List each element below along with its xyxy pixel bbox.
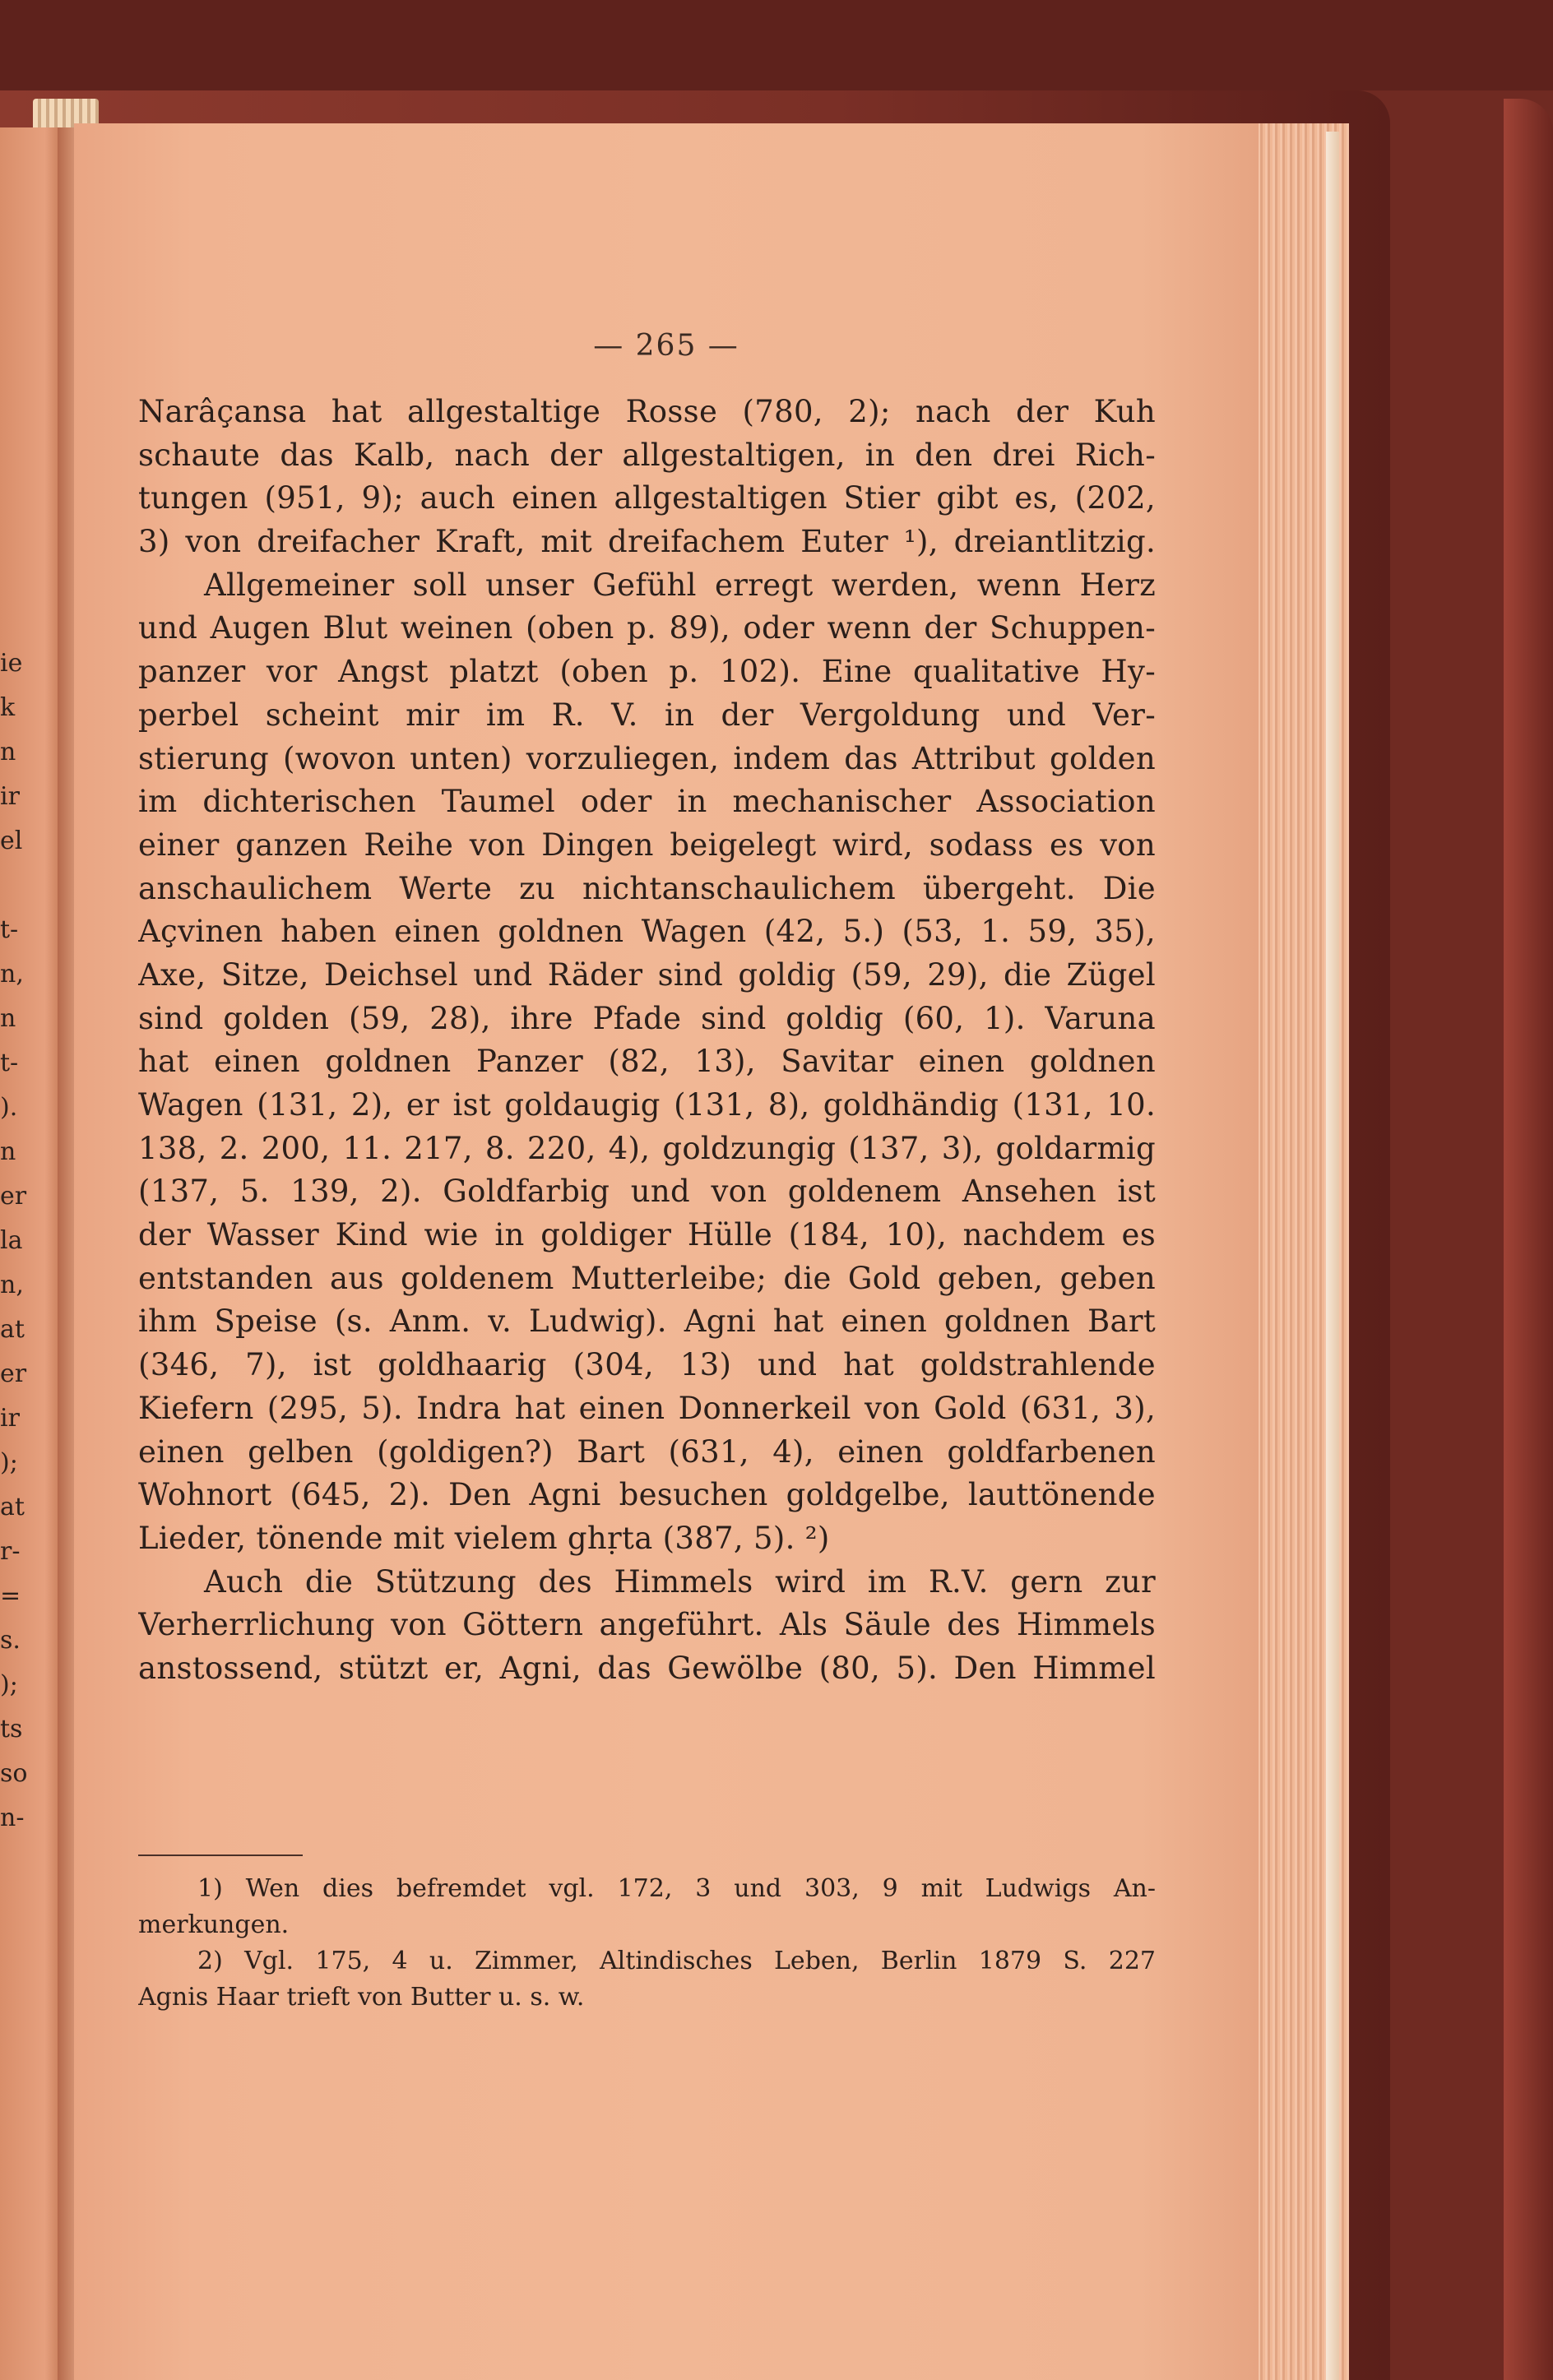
facing-page-fragment: at — [0, 1315, 25, 1344]
facing-page-fragment: er — [0, 1359, 27, 1388]
footnote-rule — [138, 1854, 303, 1856]
text-line: Narâçansa hat allgestaltige Rosse (780, 2); nach der Kuh — [138, 394, 1156, 429]
text-line: Lieder, tönende mit vielem ghṛta (387, 5). ²) — [138, 1520, 830, 1556]
text-line: ihm Speise (s. Anm. v. Ludwig). Agni hat einen goldnen Bart — [138, 1303, 1156, 1340]
text-line: der Wasser Kind wie in goldiger Hülle (184, 10), nachdem es — [138, 1217, 1156, 1253]
text-line: Wagen (131, 2), er ist goldaugig (131, 8), goldhändig (131, 10. — [138, 1087, 1156, 1123]
body-text — [138, 391, 1156, 1691]
facing-page-fragment: n, — [0, 1271, 24, 1299]
background-top — [0, 0, 1553, 90]
text-line: stierung (wovon unten) vorzuliegen, indem das Attribut golden — [138, 740, 1156, 776]
page-block-highlight — [1326, 132, 1339, 2380]
text-line: (137, 5. 139, 2). Goldfarbig und von goldenem Ansehen ist — [138, 1174, 1156, 1210]
text-line: entstanden aus goldenem Mutterleibe; die Gold geben, geben — [138, 1260, 1156, 1296]
page-number: — 265 — — [593, 329, 739, 363]
facing-page-fragment — [0, 864, 33, 908]
facing-page-fragment: t- — [0, 915, 19, 944]
text-line: Kiefern (295, 5). Indra hat einen Donnerkeil von Gold (631, 3), — [138, 1390, 1156, 1426]
text-line: anstossend, stützt er, Agni, das Gewölbe (80, 5). Den Himmel — [138, 1650, 1156, 1686]
facing-page-fragment: k — [0, 693, 16, 722]
text-line: Açvinen haben einen goldnen Wagen (42, 5.) (53, 1. 59, 35), — [138, 914, 1156, 950]
text-line: perbel scheint mir im R. V. in der Vergoldung und Ver- — [138, 697, 1156, 733]
book-page — [74, 123, 1259, 2380]
facing-page-fragment: n- — [0, 1804, 25, 1832]
facing-page-fragment: ir — [0, 782, 20, 811]
footnotes — [138, 1871, 1156, 2016]
text-line: einen gelben (goldigen?) Bart (631, 4), einen goldfarbenen — [138, 1433, 1156, 1470]
text-line: 3) von dreifacher Kraft, mit dreifachem Euter ¹), dreiantlitzig. — [138, 524, 1156, 560]
facing-page-fragment: n — [0, 1137, 16, 1166]
facing-page-fragment: ts — [0, 1715, 23, 1743]
facing-page-fragment: so — [0, 1759, 28, 1788]
facing-page-fragment: ); — [0, 1448, 18, 1477]
text-line: sind golden (59, 28), ihre Pfade sind goldig (60, 1). Varuna — [138, 1000, 1156, 1036]
text-line: Allgemeiner soll unser Gefühl erregt werden, wenn Herz — [204, 567, 1156, 603]
facing-page-fragment: at — [0, 1493, 25, 1521]
footnote-line: 1) Wen dies befremdet vgl. 172, 3 und 303, 9 mit Ludwigs An- — [197, 1874, 1156, 1903]
text-line: Verherrlichung von Göttern angeführt. Als Säule des Himmels — [138, 1607, 1156, 1643]
text-line: tungen (951, 9); auch einen allgestaltigen Stier gibt es, (202, — [138, 480, 1156, 516]
facing-page-fragment: t- — [0, 1049, 19, 1077]
text-line: im dichterischen Taumel oder in mechanischer Association — [138, 784, 1156, 820]
facing-page-fragment: la — [0, 1226, 23, 1255]
facing-page-fragment: = — [0, 1581, 21, 1610]
facing-page-fragment: ); — [0, 1670, 18, 1699]
text-line: (346, 7), ist goldhaarig (304, 13) und hat goldstrahlende — [138, 1347, 1156, 1383]
facing-page-fragment: ir — [0, 1404, 20, 1433]
footnote-line: merkungen. — [138, 1910, 290, 1939]
facing-page-fragment: ). — [0, 1093, 18, 1122]
facing-page-fragment: ie — [0, 649, 23, 678]
footnote-line: 2) Vgl. 175, 4 u. Zimmer, Altindisches Leben, Berlin 1879 S. 227 — [197, 1947, 1156, 1975]
text-line: panzer vor Angst platzt (oben p. 102). Eine qualitative Hy- — [138, 654, 1156, 690]
cover-edge — [1504, 99, 1553, 2380]
facing-page-fragment: n, — [0, 960, 24, 989]
text-line: Wohnort (645, 2). Den Agni besuchen goldgelbe, lauttönende — [138, 1477, 1156, 1513]
text-line: hat einen goldnen Panzer (82, 13), Savitar einen goldnen — [138, 1044, 1156, 1080]
text-line: und Augen Blut weinen (oben p. 89), oder wenn der Schuppen- — [138, 610, 1156, 646]
text-line: Axe, Sitze, Deichsel und Räder sind goldig (59, 29), die Zügel — [138, 956, 1156, 993]
text-line: schaute das Kalb, nach der allgestaltigen, in den drei Rich- — [138, 437, 1156, 473]
facing-page-fragment: n — [0, 1004, 16, 1033]
footnote-line: Agnis Haar trieft von Butter u. s. w. — [138, 1983, 585, 2012]
facing-page-fragment: n — [0, 738, 16, 766]
text-line: einer ganzen Reihe von Dingen beigelegt wird, sodass es von — [138, 827, 1156, 863]
facing-page-fragments — [0, 641, 33, 1841]
text-line: anschaulichem Werte zu nichtanschaulichem übergeht. Die — [138, 870, 1156, 906]
text-line: 138, 2. 200, 11. 217, 8. 220, 4), goldzungig (137, 3), goldarmig — [138, 1130, 1156, 1166]
text-line: Auch die Stützung des Himmels wird im R.V. gern zur — [204, 1563, 1156, 1600]
facing-page-fragment: el — [0, 827, 23, 855]
facing-page-fragment: er — [0, 1182, 27, 1211]
facing-page-fragment: s. — [0, 1626, 21, 1655]
facing-page-fragment: r- — [0, 1537, 21, 1566]
